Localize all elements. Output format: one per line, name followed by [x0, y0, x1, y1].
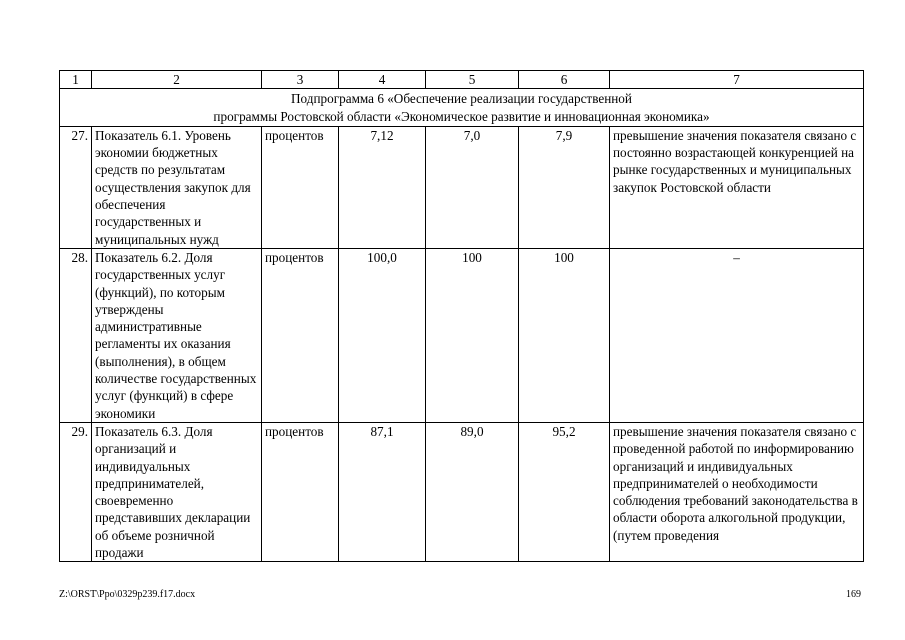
value-col-5: 89,0: [426, 422, 519, 561]
col-header-5: 5: [426, 71, 519, 89]
col-header-3: 3: [262, 71, 339, 89]
value-col-6: 95,2: [519, 422, 610, 561]
subprogram-heading: [60, 89, 864, 127]
col-header-4: 4: [339, 71, 426, 89]
subprogram-line-1: Подпрограмма 6 «Обеспечение реализации государственной: [291, 91, 632, 107]
page-number: 169: [846, 589, 861, 600]
explanation-cell: превышение значения показателя связано с постоянно возрастающей конкуренцией на рынке государственных и муниципальных закупок Ростовской области: [610, 126, 864, 248]
col-header-6: 6: [519, 71, 610, 89]
value-col-5: 7,0: [426, 126, 519, 248]
row-number: 27.: [60, 126, 92, 248]
indicators-table: [59, 70, 864, 562]
row-number: 29.: [60, 422, 92, 561]
indicator-name: Показатель 6.1. Уровень экономии бюджетных средств по результатам осуществления закупок для обеспечения государственных и муниципальных нужд: [92, 126, 262, 248]
indicator-name: Показатель 6.2. Доля государственных услуг (функций), по которым утверждены административные регламенты их оказания (выполнения), в общем количестве государственных услуг (функций) в сфере экономики: [92, 248, 262, 422]
value-col-5: 100: [426, 248, 519, 422]
value-col-4: 7,12: [339, 126, 426, 248]
col-header-7: 7: [610, 71, 864, 89]
col-header-1: 1: [60, 71, 92, 89]
value-col-6: 100: [519, 248, 610, 422]
unit-cell: процентов: [262, 422, 339, 561]
unit-cell: процентов: [262, 126, 339, 248]
table-row: [60, 248, 864, 422]
value-col-6: 7,9: [519, 126, 610, 248]
explanation-cell: превышение значения показателя связано с проведенной работой по информированию организаций и индивидуальных предпринимателей о необходимости соблюдения требований законодательства в области оборота алкогольной продукции, (путем проведения: [610, 422, 864, 561]
subprogram-line-2: программы Ростовской области «Экономическое развитие и инновационная экономика»: [213, 108, 710, 124]
col-header-2: 2: [92, 71, 262, 89]
header-row: [60, 71, 864, 89]
table-row: [60, 422, 864, 561]
table-row: [60, 126, 864, 248]
row-number: 28.: [60, 248, 92, 422]
unit-cell: процентов: [262, 248, 339, 422]
value-col-4: 100,0: [339, 248, 426, 422]
footer-file-path: Z:\ORST\Ppo\0329p239.f17.docx: [59, 589, 196, 600]
explanation-cell: –: [610, 248, 864, 422]
indicator-name: Показатель 6.3. Доля организаций и индивидуальных предпринимателей, своевременно представивших декларации об объеме розничной продажи: [92, 422, 262, 561]
subprogram-row: [60, 89, 864, 127]
value-col-4: 87,1: [339, 422, 426, 561]
